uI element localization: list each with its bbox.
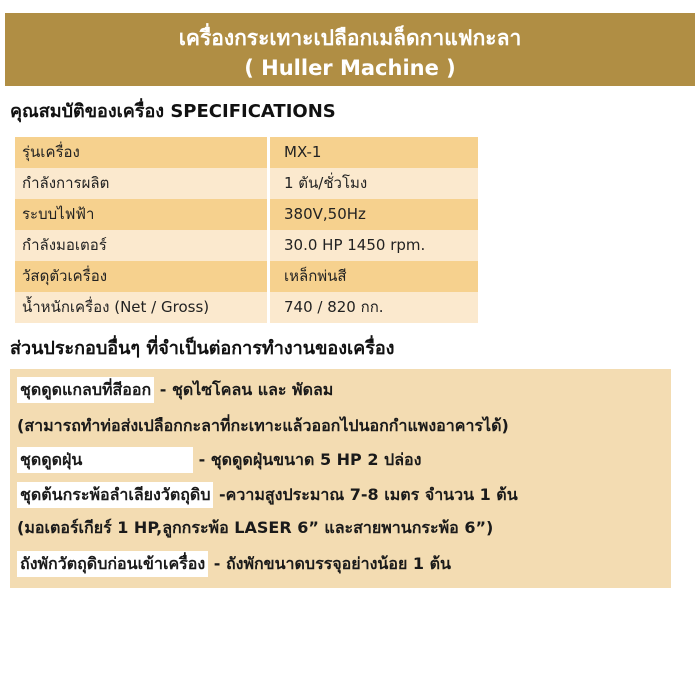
component-name: ถังพักวัตถุดิบก่อนเข้าเครื่อง xyxy=(17,551,208,577)
spec-label: รุ่นเครื่อง xyxy=(22,143,80,161)
component-description: - ชุดไซโคลน และ พัดลม xyxy=(154,380,334,399)
component-line xyxy=(17,447,421,473)
title-banner xyxy=(5,13,695,86)
spec-row xyxy=(15,168,478,199)
component-name: ชุดดูดฝุ่น xyxy=(17,447,193,473)
component-name: ชุดต้นกระพ้อลำเลียงวัตถุดิบ xyxy=(17,482,213,508)
components-panel xyxy=(10,369,671,588)
spec-label: กำลังมอเตอร์ xyxy=(22,236,107,254)
spec-row xyxy=(15,261,478,292)
component-description: -ความสูงประมาณ 7-8 เมตร จำนวน 1 ต้น xyxy=(213,485,518,504)
component-line xyxy=(17,515,493,541)
spec-value: 1 ตัน/ชั่วโมง xyxy=(284,174,368,192)
spec-row xyxy=(15,137,478,168)
spec-row xyxy=(15,230,478,261)
component-description: (สามารถทำท่อส่งเปลือกกะลาที่กะเทาะแล้วออกไปนอกกำแพงอาคารได้) xyxy=(17,416,509,435)
spec-value: 380V,50Hz xyxy=(284,205,366,223)
spec-row xyxy=(15,292,478,323)
spec-label: ระบบไฟฟ้า xyxy=(22,205,95,223)
spec-value: 740 / 820 กก. xyxy=(284,298,384,316)
component-line xyxy=(17,551,451,577)
title-thai: เครื่องกระเทาะเปลือกเมล็ดกาแฟกะลา xyxy=(178,26,522,50)
component-line xyxy=(17,377,333,403)
components-heading: ส่วนประกอบอื่นๆ ที่จำเป็นต่อการทำงานของเครื่อง xyxy=(10,338,395,359)
spec-label: น้ำหนักเครื่อง (Net / Gross) xyxy=(22,298,210,316)
spec-row xyxy=(15,199,478,230)
component-line xyxy=(17,413,509,439)
component-description: - ถังพักขนาดบรรจุอย่างน้อย 1 ต้น xyxy=(208,554,451,573)
component-name: ชุดดูดแกลบที่สีออก xyxy=(17,377,154,403)
spec-value: 30.0 HP 1450 rpm. xyxy=(284,236,426,254)
specifications-table xyxy=(15,137,478,323)
spec-value: MX-1 xyxy=(284,143,322,161)
spec-value: เหล็กพ่นสี xyxy=(284,267,347,285)
component-description: - ชุดดูดฝุ่นขนาด 5 HP 2 ปล่อง xyxy=(193,450,422,469)
specifications-heading: คุณสมบัติของเครื่อง SPECIFICATIONS xyxy=(10,101,336,122)
component-line xyxy=(17,482,518,508)
spec-label: กำลังการผลิต xyxy=(22,174,110,192)
component-description: (มอเตอร์เกียร์ 1 HP,ลูกกระพ้อ LASER 6” และสายพานกระพ้อ 6”) xyxy=(17,518,494,537)
title-english: ( Huller Machine ) xyxy=(244,56,456,80)
spec-label: วัสดุตัวเครื่อง xyxy=(22,267,108,285)
